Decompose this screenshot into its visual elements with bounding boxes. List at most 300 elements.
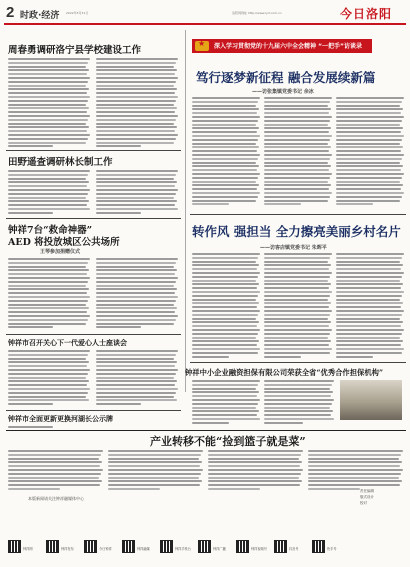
body-text-line	[96, 130, 175, 132]
body-text-line	[8, 58, 90, 60]
body-text-line	[192, 112, 257, 114]
body-text-line	[264, 143, 328, 145]
body-text-line	[8, 377, 86, 379]
body-text-line	[8, 454, 101, 456]
body-text-line	[336, 272, 404, 274]
body-text-line	[192, 154, 260, 156]
body-text-line	[8, 354, 88, 356]
body-text-line	[8, 277, 90, 279]
body-text-line	[96, 365, 175, 367]
body-text-line	[96, 373, 176, 375]
body-text-line	[96, 208, 178, 210]
body-text-line	[96, 392, 176, 394]
headline-left-1: 周春勇调研洛宁县学校建设工作	[8, 45, 142, 56]
body-text-line	[264, 395, 331, 397]
body-text-line	[336, 257, 402, 259]
body-text-line	[96, 300, 176, 302]
body-text-line	[96, 104, 174, 106]
body-text-line	[96, 170, 178, 172]
body-text-line	[8, 88, 89, 90]
body-text-line	[8, 396, 86, 398]
body-text-line	[336, 101, 402, 103]
body-text-line	[96, 58, 178, 60]
body-text-line	[8, 319, 88, 321]
qr-caption: 钟祥广播	[213, 547, 226, 551]
body-text-line	[8, 477, 99, 479]
body-text-line	[96, 142, 174, 144]
body-text-line	[192, 410, 259, 412]
body-text-line	[96, 77, 178, 79]
body-text-line	[8, 450, 103, 452]
body-text-line	[8, 119, 88, 121]
body-text-line	[8, 92, 87, 94]
footer-bar	[4, 489, 406, 560]
body-text-line	[264, 116, 332, 118]
body-text-line	[192, 116, 260, 118]
body-text-line	[8, 204, 87, 206]
body-text-line	[8, 488, 60, 490]
body-text-line	[336, 291, 404, 293]
body-text-line	[8, 300, 88, 302]
body-text-line	[264, 181, 328, 183]
body-text-line	[264, 422, 303, 424]
body-text-line	[96, 115, 178, 117]
body-text-line	[8, 458, 99, 460]
body-text-line	[192, 162, 256, 164]
body-text-line	[264, 283, 331, 285]
body-text-line	[264, 253, 332, 255]
body-text-line	[8, 189, 90, 191]
headline-left-3b: AED 将投放城区公共场所	[8, 237, 120, 248]
body-text-line	[8, 130, 87, 132]
body-text-line	[8, 473, 101, 475]
newspaper-logo: 今日洛阳	[340, 7, 393, 21]
body-text-line	[96, 281, 176, 283]
body-text-line	[336, 116, 404, 118]
divider	[6, 430, 406, 431]
body-text-line	[308, 488, 360, 490]
body-text-line	[192, 203, 229, 205]
body-text-line	[96, 307, 177, 309]
body-text-line	[8, 81, 88, 83]
body-text-line	[336, 283, 403, 285]
body-text-line	[96, 119, 176, 121]
qr-caption: 钟祥融媒	[137, 547, 150, 551]
body-text-line	[8, 465, 100, 467]
body-text-line	[192, 314, 258, 316]
body-text-line	[208, 454, 301, 456]
body-text-line	[336, 112, 401, 114]
body-text-line	[192, 143, 256, 145]
body-text-line	[192, 264, 259, 266]
body-text-line	[264, 318, 328, 320]
side-label-1: 责任编辑	[360, 489, 374, 493]
side-label-2: 版式设计	[360, 495, 374, 499]
body-text-line	[108, 488, 160, 490]
qr-code-icon[interactable]	[8, 540, 21, 553]
qr-code-icon[interactable]	[236, 540, 249, 553]
body-text-line	[336, 200, 400, 202]
body-text-line	[192, 101, 258, 103]
body-text-line	[264, 158, 330, 160]
body-text-line	[8, 461, 102, 463]
body-text-line	[8, 258, 90, 260]
body-text-line	[192, 299, 256, 301]
body-text-line	[336, 188, 401, 190]
body-text-line	[336, 105, 400, 107]
body-text-line	[8, 288, 89, 290]
body-text-line	[208, 461, 302, 463]
body-text-line	[264, 120, 330, 122]
body-text-line	[192, 302, 259, 304]
body-text-line	[192, 333, 258, 335]
body-text-line	[192, 310, 260, 312]
body-text-line	[8, 403, 53, 405]
body-text-line	[96, 311, 175, 313]
body-text-line	[208, 469, 303, 471]
body-text-line	[192, 139, 258, 141]
body-text-line	[192, 395, 257, 397]
body-text-line	[336, 268, 401, 270]
body-text-line	[308, 484, 400, 486]
qr-code-icon[interactable]	[274, 540, 287, 553]
body-text-line	[192, 340, 259, 342]
body-text-line	[336, 139, 402, 141]
body-text-line	[96, 138, 176, 140]
body-text-line	[264, 414, 331, 416]
body-text-line	[96, 193, 176, 195]
body-text-line	[8, 77, 90, 79]
body-text-line	[108, 461, 202, 463]
body-text-line	[8, 145, 53, 147]
body-text-line	[8, 212, 53, 214]
body-text-line	[192, 97, 260, 99]
body-text-line	[96, 62, 176, 64]
body-text-line	[192, 306, 257, 308]
body-text-line	[8, 100, 88, 102]
body-text-line	[264, 200, 328, 202]
qr-caption: 钟祥发布	[61, 547, 74, 551]
body-text-line	[96, 396, 174, 398]
body-text-line	[264, 287, 329, 289]
body-text-line	[8, 392, 88, 394]
body-text-line	[208, 480, 302, 482]
body-text-line	[108, 450, 203, 452]
body-text-line	[264, 165, 331, 167]
qr-code-icon[interactable]	[84, 540, 97, 553]
body-text-line	[96, 185, 175, 187]
body-text-line	[8, 123, 86, 125]
body-text-line	[192, 165, 259, 167]
body-text-line	[208, 484, 300, 486]
body-text-line	[108, 458, 199, 460]
body-text-line	[8, 292, 87, 294]
body-text-line	[96, 73, 175, 75]
body-text-line	[8, 361, 89, 363]
body-text-line	[96, 100, 176, 102]
body-text-line	[192, 253, 260, 255]
body-text-line	[192, 200, 256, 202]
body-text-line	[264, 154, 332, 156]
news-photo	[340, 380, 402, 420]
body-text-line	[264, 407, 330, 409]
body-text-line	[96, 361, 177, 363]
body-text-line	[192, 131, 257, 133]
body-text-line	[208, 458, 299, 460]
headline-bottom-2: 产业转移不能“捡到篮子就是菜”	[150, 435, 306, 448]
body-text-line	[336, 352, 402, 354]
body-text-line	[96, 323, 174, 325]
body-text-line	[96, 319, 176, 321]
masthead	[0, 0, 410, 26]
body-text-line	[8, 134, 90, 136]
body-text-line	[8, 326, 53, 328]
body-text-line	[264, 388, 330, 390]
body-text-line	[96, 212, 141, 214]
body-text-line	[96, 85, 174, 87]
body-text-line	[8, 115, 90, 117]
body-text-line	[96, 315, 178, 317]
divider	[6, 410, 181, 411]
body-text-line	[336, 280, 400, 282]
body-text-line	[208, 473, 301, 475]
body-text-line	[96, 200, 177, 202]
body-text-line	[96, 134, 178, 136]
body-text-line	[8, 426, 53, 428]
body-text-line	[264, 329, 332, 331]
body-text-line	[336, 333, 402, 335]
body-text-line	[8, 170, 90, 172]
body-text-line	[96, 304, 174, 306]
body-text-line	[96, 377, 174, 379]
body-text-line	[192, 295, 258, 297]
qr-caption: 快手号	[327, 547, 337, 551]
headline-right-2: 转作风 强担当 全力擦亮美丽乡村名片	[192, 224, 401, 239]
headline-left-5: 钟祥市全面更新更换河湖长公示牌	[8, 414, 113, 423]
body-text-line	[192, 124, 256, 126]
body-text-line	[8, 399, 89, 401]
body-text-line	[192, 158, 258, 160]
body-text-line	[192, 414, 257, 416]
body-text-line	[8, 380, 89, 382]
body-text-line	[264, 306, 329, 308]
body-text-line	[192, 325, 257, 327]
body-text-line	[96, 292, 175, 294]
body-text-line	[336, 310, 404, 312]
body-text-line	[208, 465, 300, 467]
body-text-line	[308, 461, 402, 463]
body-text-line	[96, 197, 174, 199]
masthead-rule	[4, 23, 406, 25]
body-text-line	[96, 111, 175, 113]
body-text-line	[192, 120, 258, 122]
body-text-line	[8, 262, 88, 264]
subhead-left-3: 王琴参加捐赠仪式	[40, 249, 81, 255]
headline-right-1: 笃行逐梦新征程 融合发展续新篇	[196, 70, 376, 85]
body-text-line	[192, 177, 258, 179]
body-text-line	[96, 384, 175, 386]
column-divider	[185, 30, 186, 392]
body-text-line	[96, 388, 178, 390]
body-text-line	[336, 356, 373, 358]
body-text-line	[336, 131, 401, 133]
body-text-line	[264, 169, 329, 171]
body-text-line	[336, 325, 401, 327]
body-text-line	[264, 310, 332, 312]
body-text-line	[264, 192, 332, 194]
body-text-line	[264, 356, 301, 358]
body-text-line	[192, 356, 229, 358]
body-text-line	[96, 262, 176, 264]
body-text-line	[336, 120, 402, 122]
qr-code-icon[interactable]	[160, 540, 173, 553]
body-text-line	[336, 340, 403, 342]
body-text-line	[96, 288, 177, 290]
body-text-line	[8, 281, 88, 283]
body-text-line	[8, 104, 86, 106]
body-text-line	[8, 178, 86, 180]
body-text-line	[192, 261, 256, 263]
body-text-line	[264, 173, 332, 175]
body-text-line	[264, 344, 329, 346]
body-text-line	[192, 150, 257, 152]
body-text-line	[96, 174, 176, 176]
qr-code-icon[interactable]	[46, 540, 59, 553]
body-text-line	[8, 66, 86, 68]
divider	[190, 214, 406, 215]
body-text-line	[264, 340, 331, 342]
body-text-line	[264, 139, 330, 141]
body-text-line	[192, 321, 259, 323]
body-text-line	[96, 178, 174, 180]
body-text-line	[96, 204, 175, 206]
body-text-line	[192, 348, 260, 350]
website-url[interactable]: 洛阳网网址 http://www.lyd.com.cn	[232, 11, 282, 15]
body-text-line	[96, 266, 174, 268]
qr-code-icon[interactable]	[122, 540, 135, 553]
body-text-line	[336, 192, 404, 194]
divider	[6, 150, 181, 151]
body-text-line	[264, 97, 332, 99]
body-text-line	[192, 192, 260, 194]
body-text-line	[108, 469, 203, 471]
body-text-line	[108, 484, 200, 486]
body-text-line	[8, 208, 90, 210]
body-text-line	[336, 302, 403, 304]
body-text-line	[8, 73, 87, 75]
body-text-line	[8, 197, 86, 199]
body-text-line	[336, 321, 403, 323]
body-text-line	[308, 469, 403, 471]
qr-code-icon[interactable]	[198, 540, 211, 553]
body-text-line	[336, 253, 404, 255]
headline-bottom-1: 钟祥中小企业融资担保有限公司荣获全省“优秀合作担保机构”	[185, 368, 384, 377]
body-text-line	[192, 181, 256, 183]
body-text-line	[8, 126, 89, 128]
body-text-line	[108, 477, 199, 479]
body-text-line	[192, 291, 260, 293]
body-text-line	[192, 287, 257, 289]
body-text-line	[192, 268, 257, 270]
body-text-line	[336, 184, 403, 186]
body-text-line	[8, 369, 90, 371]
body-text-line	[192, 173, 260, 175]
body-text-line	[8, 266, 86, 268]
body-text-line	[8, 107, 89, 109]
body-text-line	[336, 162, 400, 164]
body-text-line	[8, 469, 103, 471]
body-text-line	[8, 85, 86, 87]
body-text-line	[8, 96, 90, 98]
body-text-line	[308, 450, 403, 452]
body-text-line	[108, 473, 201, 475]
body-text-line	[336, 329, 404, 331]
body-text-line	[208, 477, 299, 479]
body-text-line	[8, 138, 88, 140]
body-text-line	[96, 369, 178, 371]
body-text-line	[192, 105, 256, 107]
body-text-line	[8, 174, 88, 176]
body-text-line	[192, 388, 256, 390]
body-text-line	[96, 81, 176, 83]
body-text-line	[8, 304, 86, 306]
body-text-line	[8, 484, 100, 486]
body-text-line	[336, 203, 373, 205]
body-text-line	[336, 196, 402, 198]
body-text-line	[8, 111, 87, 113]
body-text-line	[8, 273, 87, 275]
body-text-line	[308, 458, 399, 460]
body-text-line	[192, 337, 256, 339]
body-text-line	[264, 410, 333, 412]
body-text-line	[8, 69, 89, 71]
body-text-line	[264, 108, 331, 110]
qr-caption: 钟祥视频号	[251, 547, 267, 551]
body-text-line	[8, 181, 89, 183]
body-text-line	[192, 169, 257, 171]
body-text-line	[108, 480, 202, 482]
qr-code-icon[interactable]	[312, 540, 325, 553]
body-text-line	[336, 295, 402, 297]
body-text-line	[264, 203, 301, 205]
body-text-line	[264, 124, 328, 126]
body-text-line	[96, 88, 177, 90]
body-text-line	[192, 108, 259, 110]
body-text-line	[336, 181, 400, 183]
body-text-line	[192, 280, 256, 282]
body-text-line	[264, 177, 330, 179]
body-text-line	[264, 280, 328, 282]
body-text-line	[336, 154, 404, 156]
body-text-line	[192, 384, 258, 386]
body-text-line	[192, 391, 259, 393]
body-text-line	[336, 314, 402, 316]
body-text-line	[8, 62, 88, 64]
section-title: 时政·经济	[20, 11, 60, 21]
body-text-line	[264, 112, 329, 114]
body-text-line	[8, 296, 90, 298]
body-text-line	[336, 344, 401, 346]
body-text-line	[8, 200, 89, 202]
special-topic-banner	[192, 39, 372, 53]
body-text-line	[96, 296, 178, 298]
body-text-line	[192, 380, 260, 382]
body-text-line	[336, 287, 401, 289]
body-text-line	[8, 311, 87, 313]
body-text-line	[192, 418, 260, 420]
body-text-line	[308, 480, 402, 482]
body-text-line	[336, 150, 401, 152]
